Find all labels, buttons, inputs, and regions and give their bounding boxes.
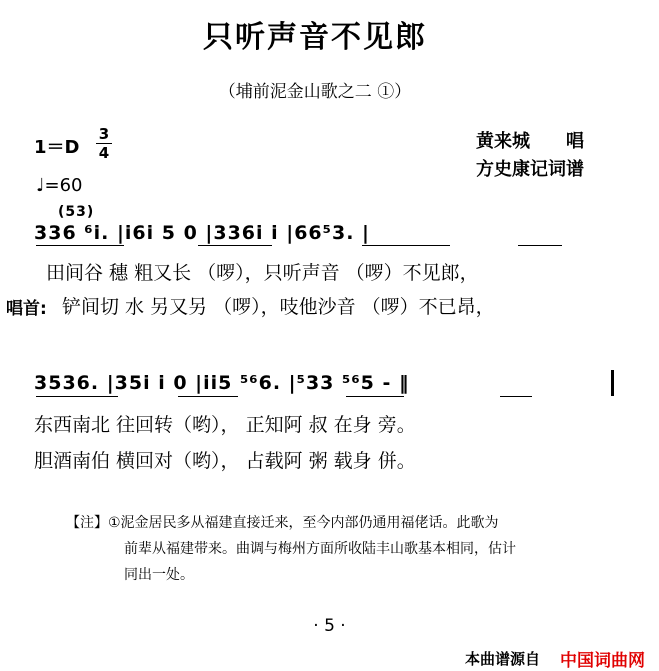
footnote-line-2: 前辈从福建带来。曲调与梅州方面所收陆丰山歌基本相同，估计 — [124, 541, 516, 557]
grace-notes: (53) — [58, 204, 95, 220]
song-title: 只听声音不见郎 — [203, 20, 427, 55]
beam-line — [36, 245, 124, 246]
time-signature — [96, 126, 112, 161]
lyric-prefix: 唱首: — [6, 299, 47, 319]
beam-line — [346, 396, 404, 397]
beam-line — [500, 396, 532, 397]
notation-line-1: 336 ⁶i. |i6i 5 0 |336i i |66⁵3. | — [34, 222, 370, 244]
tempo-marking: ♩=60 — [36, 175, 83, 196]
notation-line-2: 3536. |35i i 0 |ii5 ⁵⁶6. |⁵33 ⁵⁶5 - ‖ — [34, 372, 410, 394]
beam-line — [178, 396, 238, 397]
lyric-line-2a: 东西南北 往回转（哟）， 正知阿 叔 在身 旁。 — [34, 414, 416, 436]
key-signature: 1＝D — [34, 137, 80, 158]
beam-line — [36, 396, 118, 397]
source-label: 本曲谱源自 — [465, 650, 541, 668]
lyric-line-1b: 铲间切 水 另又另 （啰），吱他沙音 （啰）不已昂， — [62, 296, 495, 318]
footnote-line-1: 【注】①泥金居民多从福建直接迁来，至今内部仍通用福佬话。此歌为 — [66, 515, 499, 531]
final-barline — [611, 370, 614, 396]
beam-line — [362, 245, 450, 246]
time-signature-denominator: 4 — [98, 144, 110, 162]
recorder-credit: 方史康记词谱 — [476, 159, 584, 180]
beam-line — [518, 245, 562, 246]
singer-credit: 黄来城 唱 — [476, 131, 584, 152]
lyric-line-2b: 胆酒南伯 横回对（哟）， 占载阿 粥 载身 併。 — [34, 450, 416, 472]
song-subtitle: （埔前泥金山歌之二 ①） — [218, 82, 412, 102]
beam-line — [198, 245, 272, 246]
page-number: · 5 · — [313, 616, 346, 636]
lyric-line-1a: 田间谷 穗 粗又长 （啰），只听声音 （啰）不见郎， — [46, 262, 479, 284]
time-signature-numerator: 3 — [98, 125, 110, 143]
footnote-line-3: 同出一处。 — [124, 567, 194, 583]
site-watermark: 中国词曲网 — [560, 651, 645, 671]
